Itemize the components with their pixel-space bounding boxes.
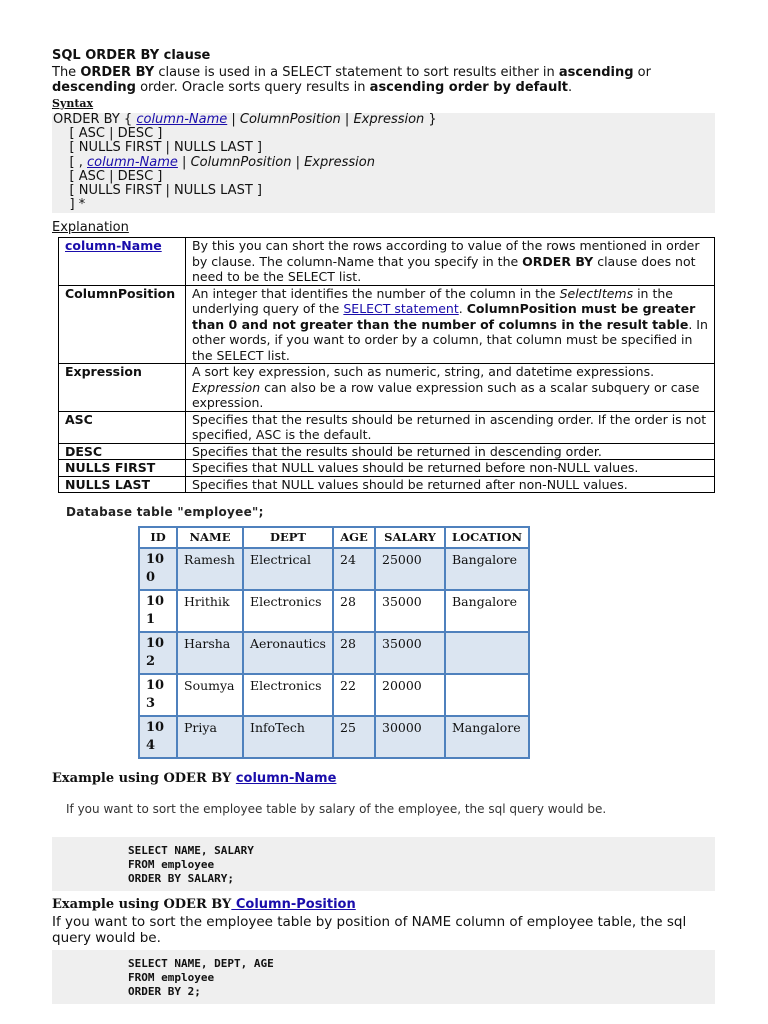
header-cell: LOCATION (445, 527, 529, 548)
age-cell: 25 (333, 716, 375, 758)
table-row (59, 476, 715, 493)
term-cell: DESC (59, 443, 186, 460)
syntax-line: [ NULLS FIRST | NULLS LAST ] (53, 140, 262, 156)
location-cell (445, 674, 529, 716)
name-cell: Priya (177, 716, 243, 758)
example-heading-text: Example using ODER BY (52, 897, 232, 912)
term-cell (59, 238, 186, 286)
name-cell: Ramesh (177, 548, 243, 590)
definition-cell (186, 364, 715, 412)
syntax-line: [ ASC | DESC ] (53, 126, 163, 142)
id-cell: 100 (139, 548, 177, 590)
salary-cell: 20000 (375, 674, 445, 716)
age-cell: 24 (333, 548, 375, 590)
intro-text: or (633, 65, 651, 80)
syntax-line (53, 113, 715, 127)
syntax-text: | (291, 154, 305, 170)
definition-italic: SelectItems (559, 285, 634, 301)
salary-cell: 35000 (375, 590, 445, 632)
document-page (52, 48, 715, 1004)
intro-text: The (52, 65, 81, 80)
definition-bold: ORDER BY (522, 253, 594, 269)
example2-code-block: SELECT NAME, DEPT, AGE FROM employee ORDER BY 2; (52, 950, 715, 1004)
table-row (139, 674, 529, 716)
definition-cell (186, 238, 715, 286)
intro-bold: descending (52, 80, 136, 95)
example2-description: If you want to sort the employee table by position of NAME column of employee table, the sql query would be. (52, 914, 687, 946)
definition-cell: Specifies that the results should be returned in ascending order. If the order is not specified, ASC is the default. (186, 411, 715, 443)
id-cell: 102 (139, 632, 177, 674)
definition-text: can also be a row value expression such as a scalar subquery or case expression. (192, 379, 700, 410)
table-row (59, 460, 715, 477)
syntax-text: Expression (353, 112, 425, 127)
definition-text: An integer that identifies the number of the column in the (192, 285, 560, 301)
age-cell: 22 (333, 674, 375, 716)
intro-bold: ORDER BY (80, 65, 155, 80)
table-row (139, 716, 529, 758)
syntax-text: | (177, 154, 191, 170)
select-statement-link[interactable]: SELECT statement (343, 301, 459, 316)
explanation-label: Explanation (52, 220, 129, 235)
location-cell: Bangalore (445, 590, 529, 632)
table-row (59, 364, 715, 412)
term-cell: Expression (59, 364, 186, 412)
intro-bold: ascending order by default (369, 80, 568, 95)
definition-text: By this you can short the rows according to value of the rows mentioned in order by clause. The column-Name that you specify in the (192, 238, 700, 269)
table-row (59, 238, 715, 286)
definition-bold: ColumnPosition must be greater than 0 and not greater than the number of columns in the result table (192, 301, 696, 332)
salary-cell: 25000 (375, 548, 445, 590)
definition-cell: Specifies that NULL values should be returned before non-NULL values. (186, 460, 715, 477)
location-cell (445, 632, 529, 674)
header-cell: SALARY (375, 527, 445, 548)
intro-text: . (568, 80, 573, 95)
dept-cell: Electronics (243, 590, 333, 632)
id-cell: 101 (139, 590, 177, 632)
column-name-link[interactable]: column-Name (235, 771, 337, 786)
column-name-link[interactable]: column-Name (87, 154, 178, 170)
column-name-link[interactable]: column-Name (136, 112, 228, 127)
definition-text: clause does not need to be the SELECT list. (192, 253, 696, 284)
syntax-line: [ NULLS FIRST | NULLS LAST ] (53, 183, 262, 199)
example1-heading (52, 771, 715, 786)
definition-text: A sort key expression, such as numeric, string, and datetime expressions. (192, 364, 655, 379)
table-row (139, 632, 529, 674)
definition-cell: Specifies that NULL values should be returned after non-NULL values. (186, 476, 715, 493)
table-row (59, 411, 715, 443)
id-cell: 104 (139, 716, 177, 758)
header-cell: DEPT (243, 527, 333, 548)
definition-text: . In other words, if you want to order by a column, that column must be specified in the SELECT list. (192, 316, 708, 363)
table-row (59, 285, 715, 364)
definition-cell: Specifies that the results should be returned in descending order. (186, 443, 715, 460)
dept-cell: InfoTech (243, 716, 333, 758)
column-name-term-link[interactable]: column-Name (65, 238, 162, 253)
dept-cell: Aeronautics (243, 632, 333, 674)
definition-italic: Expression (192, 379, 261, 395)
age-cell: 28 (333, 632, 375, 674)
example1-code-block: SELECT NAME, SALARY FROM employee ORDER BY SALARY; (52, 837, 715, 891)
salary-cell: 30000 (375, 716, 445, 758)
intro-text: clause is used in a SELECT statement to sort results either in (154, 65, 559, 80)
definition-text: . (458, 301, 467, 316)
page-title: SQL ORDER BY clause (52, 48, 211, 63)
syntax-text: | (227, 112, 240, 127)
column-position-link[interactable]: Column-Position (231, 897, 356, 912)
term-cell: NULLS FIRST (59, 460, 186, 477)
syntax-line: ] * (53, 197, 86, 213)
syntax-text: ORDER BY { (53, 112, 137, 127)
syntax-text: ColumnPosition (190, 154, 292, 170)
syntax-text: Expression (304, 154, 375, 170)
name-cell: Harsha (177, 632, 243, 674)
term-cell: ColumnPosition (59, 285, 186, 364)
table-row (139, 548, 529, 590)
header-cell: ID (139, 527, 177, 548)
header-cell: AGE (333, 527, 375, 548)
definition-cell (186, 285, 715, 364)
intro-paragraph (52, 65, 715, 95)
example2-heading (52, 897, 715, 912)
syntax-block (52, 113, 715, 213)
definition-text: in the underlying query of the (192, 285, 673, 316)
explanation-table (58, 237, 715, 493)
location-cell: Bangalore (445, 548, 529, 590)
syntax-text: ColumnPosition (239, 112, 341, 127)
syntax-label: Syntax (52, 97, 94, 110)
id-cell: 103 (139, 674, 177, 716)
table-row (139, 590, 529, 632)
term-cell: NULLS LAST (59, 476, 186, 493)
example-heading-text: Example using ODER BY (52, 771, 236, 786)
database-table-label: Database table "employee"; (66, 505, 264, 519)
salary-cell: 35000 (375, 632, 445, 674)
header-cell: NAME (177, 527, 243, 548)
table-row (59, 443, 715, 460)
term-cell: ASC (59, 411, 186, 443)
intro-bold: ascending (558, 65, 634, 80)
syntax-text: | (340, 112, 354, 127)
intro-text: order. Oracle sorts query results in (135, 80, 370, 95)
dept-cell: Electronics (243, 674, 333, 716)
table-header-row (139, 527, 529, 548)
name-cell: Soumya (177, 674, 243, 716)
name-cell: Hrithik (177, 590, 243, 632)
syntax-text: } (424, 112, 437, 127)
syntax-line: [ ASC | DESC ] (53, 168, 163, 184)
age-cell: 28 (333, 590, 375, 632)
dept-cell: Electrical (243, 548, 333, 590)
syntax-line (53, 156, 715, 170)
employee-table (138, 526, 530, 759)
location-cell: Mangalore (445, 716, 529, 758)
syntax-text: [ , (53, 154, 87, 170)
example1-description: If you want to sort the employee table by salary of the employee, the sql query would be. (66, 802, 607, 816)
